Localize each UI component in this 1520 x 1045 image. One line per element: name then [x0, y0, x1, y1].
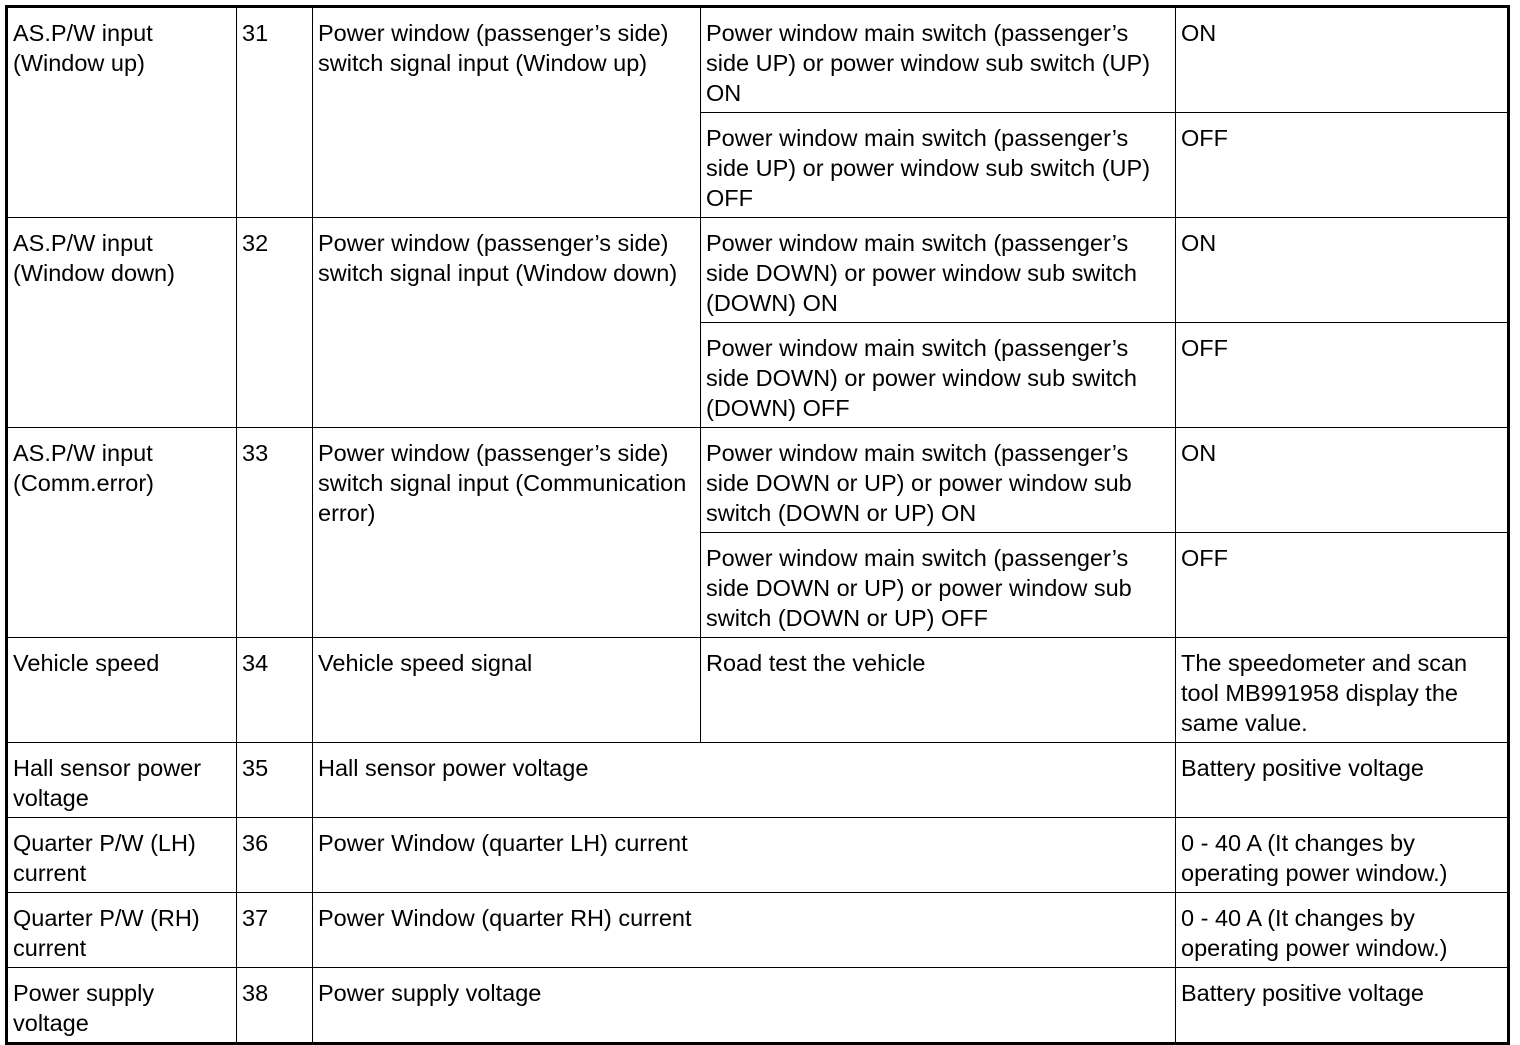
check-condition-cell: Power window main switch (passenger’s side DOWN) or power window sub switch (DOWN) OFF — [701, 323, 1176, 428]
item-name-cell: AS.P/W input (Window down) — [7, 218, 237, 428]
check-condition-cell: Road test the vehicle — [701, 638, 1176, 743]
normal-condition-cell: ON — [1176, 218, 1509, 323]
item-number-cell: 32 — [237, 218, 313, 428]
item-name-cell: Vehicle speed — [7, 638, 237, 743]
normal-condition-cell: Battery positive voltage — [1176, 968, 1509, 1044]
item-name-cell: Power supply voltage — [7, 968, 237, 1044]
normal-condition-cell: The speedometer and scan tool MB991958 display the same value. — [1176, 638, 1509, 743]
item-description-cell: Hall sensor power voltage — [313, 743, 1176, 818]
table-row — [7, 7, 1509, 113]
item-name-cell: Quarter P/W (RH) current — [7, 893, 237, 968]
item-name-cell: AS.P/W input (Comm.error) — [7, 428, 237, 638]
normal-condition-cell: OFF — [1176, 533, 1509, 638]
item-description-cell: Power Window (quarter RH) current — [313, 893, 1176, 968]
normal-condition-cell: 0 - 40 A (It changes by operating power window.) — [1176, 893, 1509, 968]
item-number-cell: 31 — [237, 7, 313, 218]
check-condition-cell: Power window main switch (passenger’s side DOWN or UP) or power window sub switch (DOWN or UP) ON — [701, 428, 1176, 533]
normal-condition-cell: Battery positive voltage — [1176, 743, 1509, 818]
normal-condition-cell: OFF — [1176, 113, 1509, 218]
check-condition-cell: Power window main switch (passenger’s side DOWN) or power window sub switch (DOWN) ON — [701, 218, 1176, 323]
item-number-cell: 36 — [237, 818, 313, 893]
item-description-cell: Power window (passenger’s side) switch signal input (Communication error) — [313, 428, 701, 638]
item-number-cell: 35 — [237, 743, 313, 818]
table-row — [7, 743, 1509, 818]
item-number-cell: 34 — [237, 638, 313, 743]
item-number-cell: 37 — [237, 893, 313, 968]
normal-condition-cell: ON — [1176, 428, 1509, 533]
check-condition-cell: Power window main switch (passenger’s side UP) or power window sub switch (UP) ON — [701, 7, 1176, 113]
item-description-cell: Power window (passenger’s side) switch signal input (Window down) — [313, 218, 701, 428]
item-name-cell: AS.P/W input (Window up) — [7, 7, 237, 218]
table-row — [7, 968, 1509, 1044]
item-description-cell: Power Window (quarter LH) current — [313, 818, 1176, 893]
item-description-cell: Power window (passenger’s side) switch signal input (Window up) — [313, 7, 701, 218]
check-condition-cell: Power window main switch (passenger’s side DOWN or UP) or power window sub switch (DOWN or UP) OFF — [701, 533, 1176, 638]
table-row — [7, 818, 1509, 893]
table-row — [7, 638, 1509, 743]
item-name-cell: Hall sensor power voltage — [7, 743, 237, 818]
table-row — [7, 893, 1509, 968]
service-data-table — [5, 5, 1510, 1045]
table-row — [7, 428, 1509, 533]
check-condition-cell: Power window main switch (passenger’s side UP) or power window sub switch (UP) OFF — [701, 113, 1176, 218]
normal-condition-cell: OFF — [1176, 323, 1509, 428]
table-row — [7, 218, 1509, 323]
item-number-cell: 33 — [237, 428, 313, 638]
item-description-cell: Vehicle speed signal — [313, 638, 701, 743]
item-name-cell: Quarter P/W (LH) current — [7, 818, 237, 893]
item-number-cell: 38 — [237, 968, 313, 1044]
item-description-cell: Power supply voltage — [313, 968, 1176, 1044]
normal-condition-cell: 0 - 40 A (It changes by operating power window.) — [1176, 818, 1509, 893]
normal-condition-cell: ON — [1176, 7, 1509, 113]
